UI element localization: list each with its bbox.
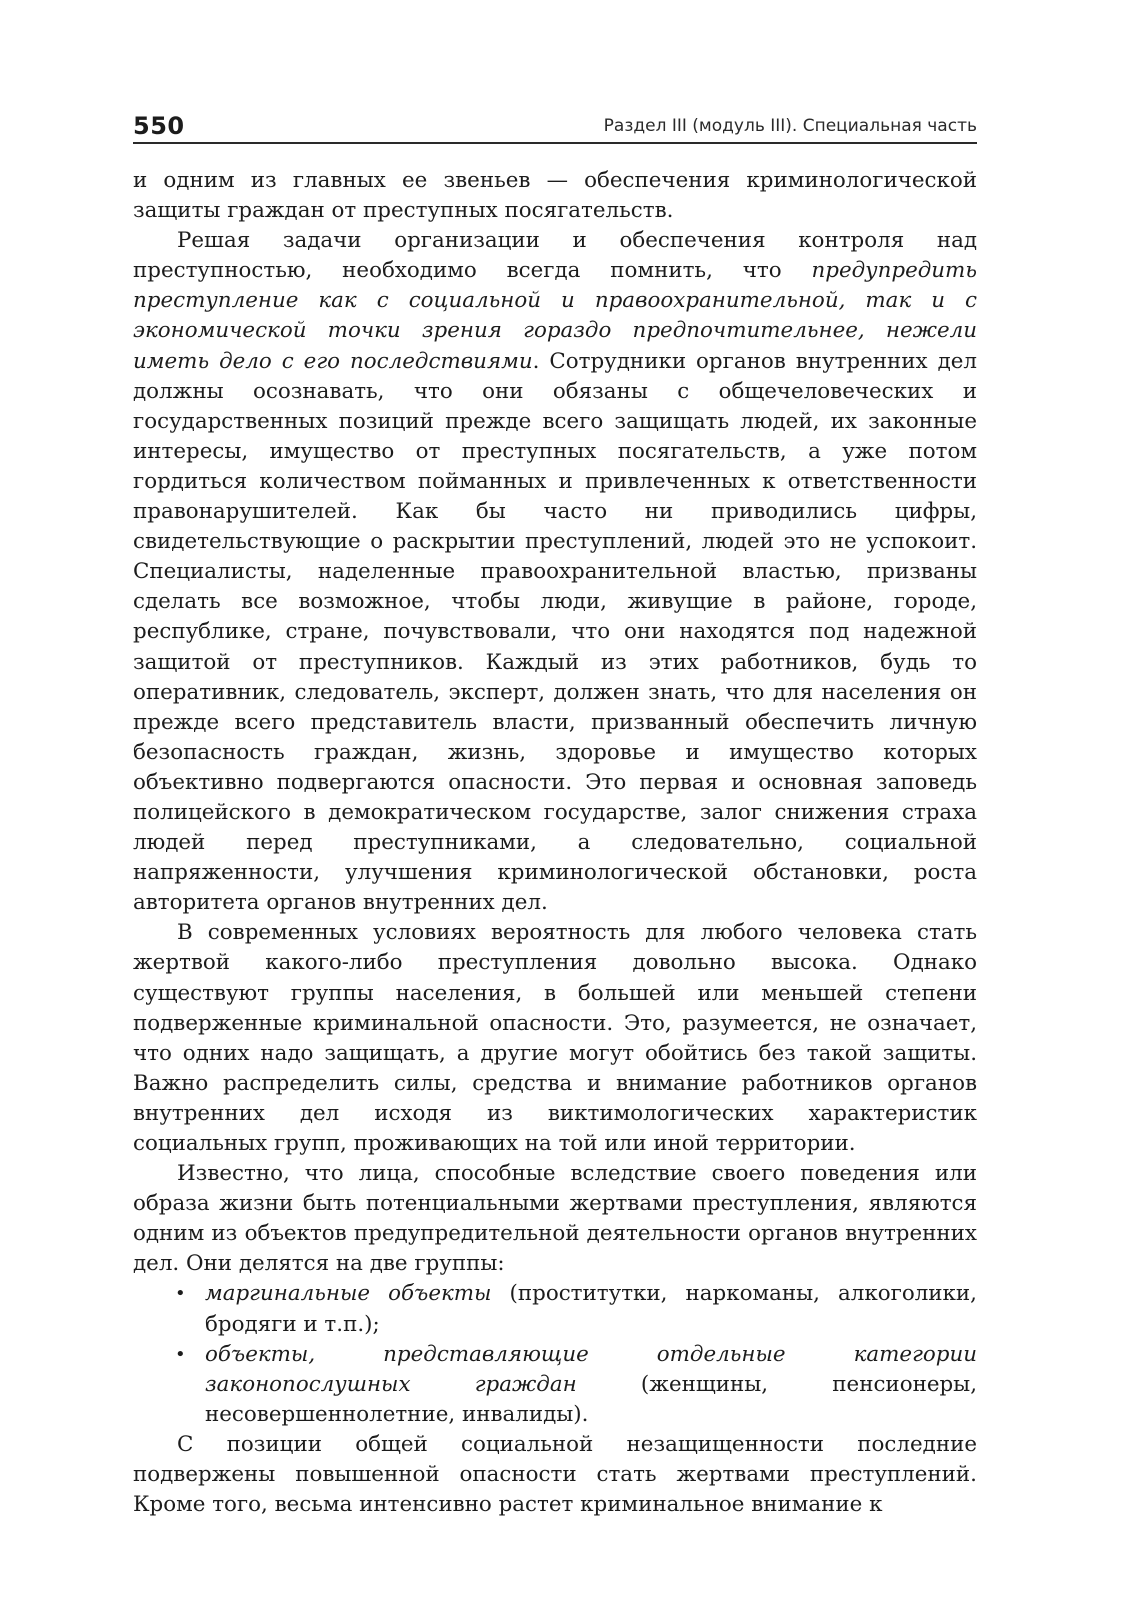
paragraph-3: В современных условиях вероятность для любого человека стать жертвой какого-либо преступления довольно высока. Однако существуют группы населения, в большей или меньшей степени подверженные криминальной опасности. Это, разумеется, не означает, что одних надо защищать, а другие могут обойтись без такой защиты. Важно распределить силы, средства и внимание работников органов внутренних дел исходя из виктимологических характеристик социальных групп, проживающих на той или иной территории. [133,920,977,1156]
section-title: Раздел III (модуль III). Специальная часть [603,116,977,136]
list-item-text: (проститутки, наркоманы, алкоголики, бродяги и т.п.); [205,1281,977,1337]
paragraph-2-emphasis: предупредить преступление как с социальной и правоохранительной, так и с экономической точки зрения гораздо предпочтительнее, нежели иметь дело с его последствиями [133,258,977,374]
bullet-icon: • [175,1343,186,1365]
list-item-term: маргинальные объекты [205,1281,492,1307]
body-text [133,166,977,1520]
list-item-text: (женщины, пенсионеры, несовершеннолетние, инвалиды). [205,1371,978,1427]
paragraph-2-rest: . Сотрудники органов внутренних дел должны осознавать, что они обязаны с общечеловеческих и государственных позиций прежде всего защищать людей, их законные интересы, имущество от преступных посягательств, а уже потом гордиться количеством пойманных и привлеченных к ответственности правонарушителей. Как бы часто ни приводились цифры, свидетельствующие о раскрытии преступлений, людей это не успокоит. Специалисты, наделенные правоохранительной властью, призваны сделать все возможное, чтобы люди, живущие в районе, городе, республике, стране, почувствовали, что они находятся под надежной защитой от преступников. Каждый из этих работников, будь то оперативник, следователь, эксперт, должен знать, что для населения он прежде всего представитель власти, призванный обеспечить личную безопасность граждан, жизнь, здоровье и имущество которых объективно подвергаются опасности. Это первая и основная заповедь полицейского в демократическом государстве, залог снижения страха людей перед преступниками, а следовательно, социальной напряженности, улучшения криминологической обстановки, роста авторитета органов внутренних дел. [133,348,977,916]
list-item [133,1279,977,1339]
paragraph-2-start: Решая задачи организации и обеспечения контроля над преступностью, необходимо всегда помнить, что [133,228,977,284]
bullet-list [133,1279,977,1429]
list-item-term: объекты, представляющие отдельные категории законопослушных граждан [205,1341,977,1397]
paragraph-5: С позиции общей социальной незащищенности последние подвержены повышенной опасности стать жертвами преступлений. Кроме того, весьма интенсивно растет криминальное внимание к [133,1431,977,1518]
bullet-icon: • [175,1283,186,1305]
paragraph-2 [133,226,977,918]
list-item [133,1340,977,1430]
paragraph-1: и одним из главных ее звеньев — обеспечения криминологической защиты граждан от преступных посягательств. [133,168,977,224]
book-page [133,0,977,1600]
paragraph-4: Известно, что лица, способные вследствие своего поведения или образа жизни быть потенциальными жертвами преступления, являются одним из объектов предупредительной деятельности органов внутренних дел. Они делятся на две группы: [133,1161,977,1277]
running-head [133,108,977,144]
page-number: 550 [133,112,185,140]
